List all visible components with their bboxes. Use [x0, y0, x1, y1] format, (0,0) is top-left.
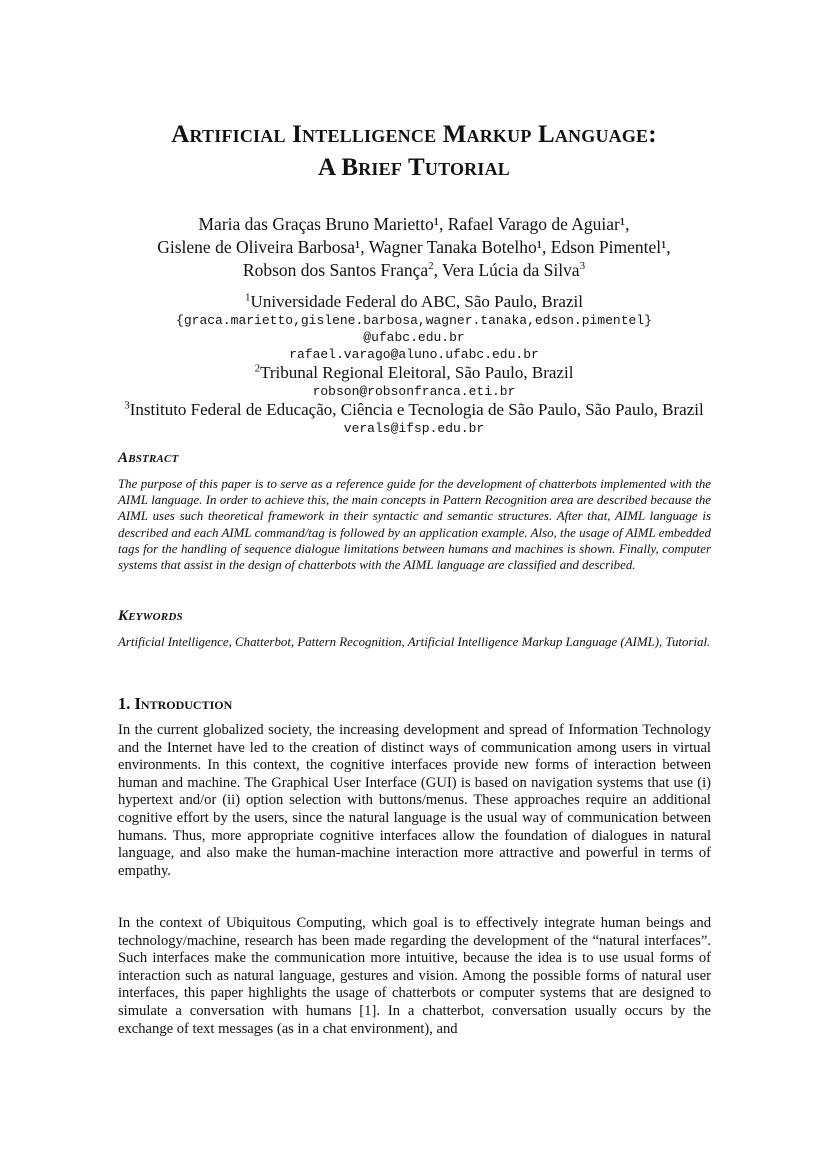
affiliation-name: $^3$Instituto Federal de Educação, Ciência e Tecnologia de São Paulo, São Paulo, Brazil [124, 399, 704, 419]
affiliation-2 [40, 363, 788, 400]
affiliation-1 [40, 292, 788, 363]
keywords-text: Artificial Intelligence, Chatterbot, Pattern Recognition, Artificial Intelligence Markup Language (AIML), Tutorial. [118, 635, 711, 649]
author-list [40, 213, 788, 282]
affiliation-mark: 3 [124, 399, 130, 412]
author-affil-mark: 2 [428, 260, 434, 273]
affiliation-name: $^2$Tribunal Regional Eleitoral, São Paulo, Brazil [254, 362, 574, 382]
affiliation-email: verals@ifsp.edu.br [343, 421, 485, 436]
paper-title [40, 118, 788, 184]
abstract-heading: Abstract [118, 450, 179, 466]
abstract-text: The purpose of this paper is to serve as a reference guide for the development of chatterbots implemented with the AIML language. In order to achieve this, the main concepts in Pattern Recognition area are described because the AIML uses such theoretical framework in their syntactic and semantic structures. After that, AIML language is described and each AIML command/tag is followed by an application example. Also, the usage of AIML embedded tags for the handling of sequence dialogue limitations between humans and machines is shown. Finally, computer systems that assist in the design of chatterbots with the AIML language are classified and described. [118, 477, 711, 573]
affiliations [40, 292, 788, 437]
affiliation-mark: 1 [245, 291, 251, 304]
author-affil-mark: 3 [579, 260, 586, 273]
affiliation-email: @ufabc.edu.br [363, 330, 465, 345]
author-name: Robson dos Santos França [242, 260, 429, 280]
authors-line-1: Maria das Graças Bruno Marietto¹, Rafael Varago de Aguiar¹, [198, 214, 630, 234]
affiliation-email: rafael.varago@aluno.ufabc.edu.br [289, 347, 539, 362]
affiliation-email: robson@robsonfranca.eti.br [312, 384, 516, 399]
authors-line-3 [40, 259, 788, 282]
keywords-heading: Keywords [118, 608, 183, 624]
affiliation-3 [40, 400, 788, 437]
title-line-2: A Brief Tutorial [318, 154, 510, 181]
affiliation-name: $^1$Universidade Federal do ABC, São Paulo, Brazil [245, 291, 583, 311]
section-heading-introduction: 1. Introduction [118, 694, 233, 713]
author-name: , Vera Lúcia da Silva [433, 260, 580, 280]
affiliation-email: {graca.marietto,gislene.barbosa,wagner.tanaka,edson.pimentel} [176, 313, 652, 328]
affiliation-mark: 2 [254, 362, 261, 375]
authors-line-2: Gislene de Oliveira Barbosa¹, Wagner Tanaka Botelho¹, Edson Pimentel¹, [157, 237, 671, 257]
intro-paragraph-2: In the context of Ubiquitous Computing, which goal is to effectively integrate human beings and technology/machine, research has been made regarding the development of the “natural interfaces”. Such interfaces make the communication more intuitive, because the idea is to use usual forms of interaction such as natural language, gestures and vision. Among the possible forms of natural user interfaces, this paper highlights the usage of chatterbots or computer systems that are designed to simulate a conversation with humans [1]. In a chatterbot, conversation usually occurs by the exchange of text messages (as in a chat environment), and [118, 915, 711, 1037]
title-line-1: Artificial Intelligence Markup Language: [171, 121, 657, 148]
intro-paragraph-1: In the current globalized society, the increasing development and spread of Information Technology and the Internet have led to the creation of distinct ways of communication among users in virtual environments. In this context, the cognitive interfaces provide new forms of interaction between human and machine. The Graphical User Interface (GUI) is based on navigation systems that use (i) hypertext and/or (ii) option selection with buttons/menus. These approaches require an additional cognitive effort by the users, since the natural language is the usual way of communication between humans. Thus, more appropriate cognitive interfaces allow the foundation of dialogues in natural language, and also make the human-machine interaction more attractive and powerful in terms of empathy. [118, 722, 711, 879]
